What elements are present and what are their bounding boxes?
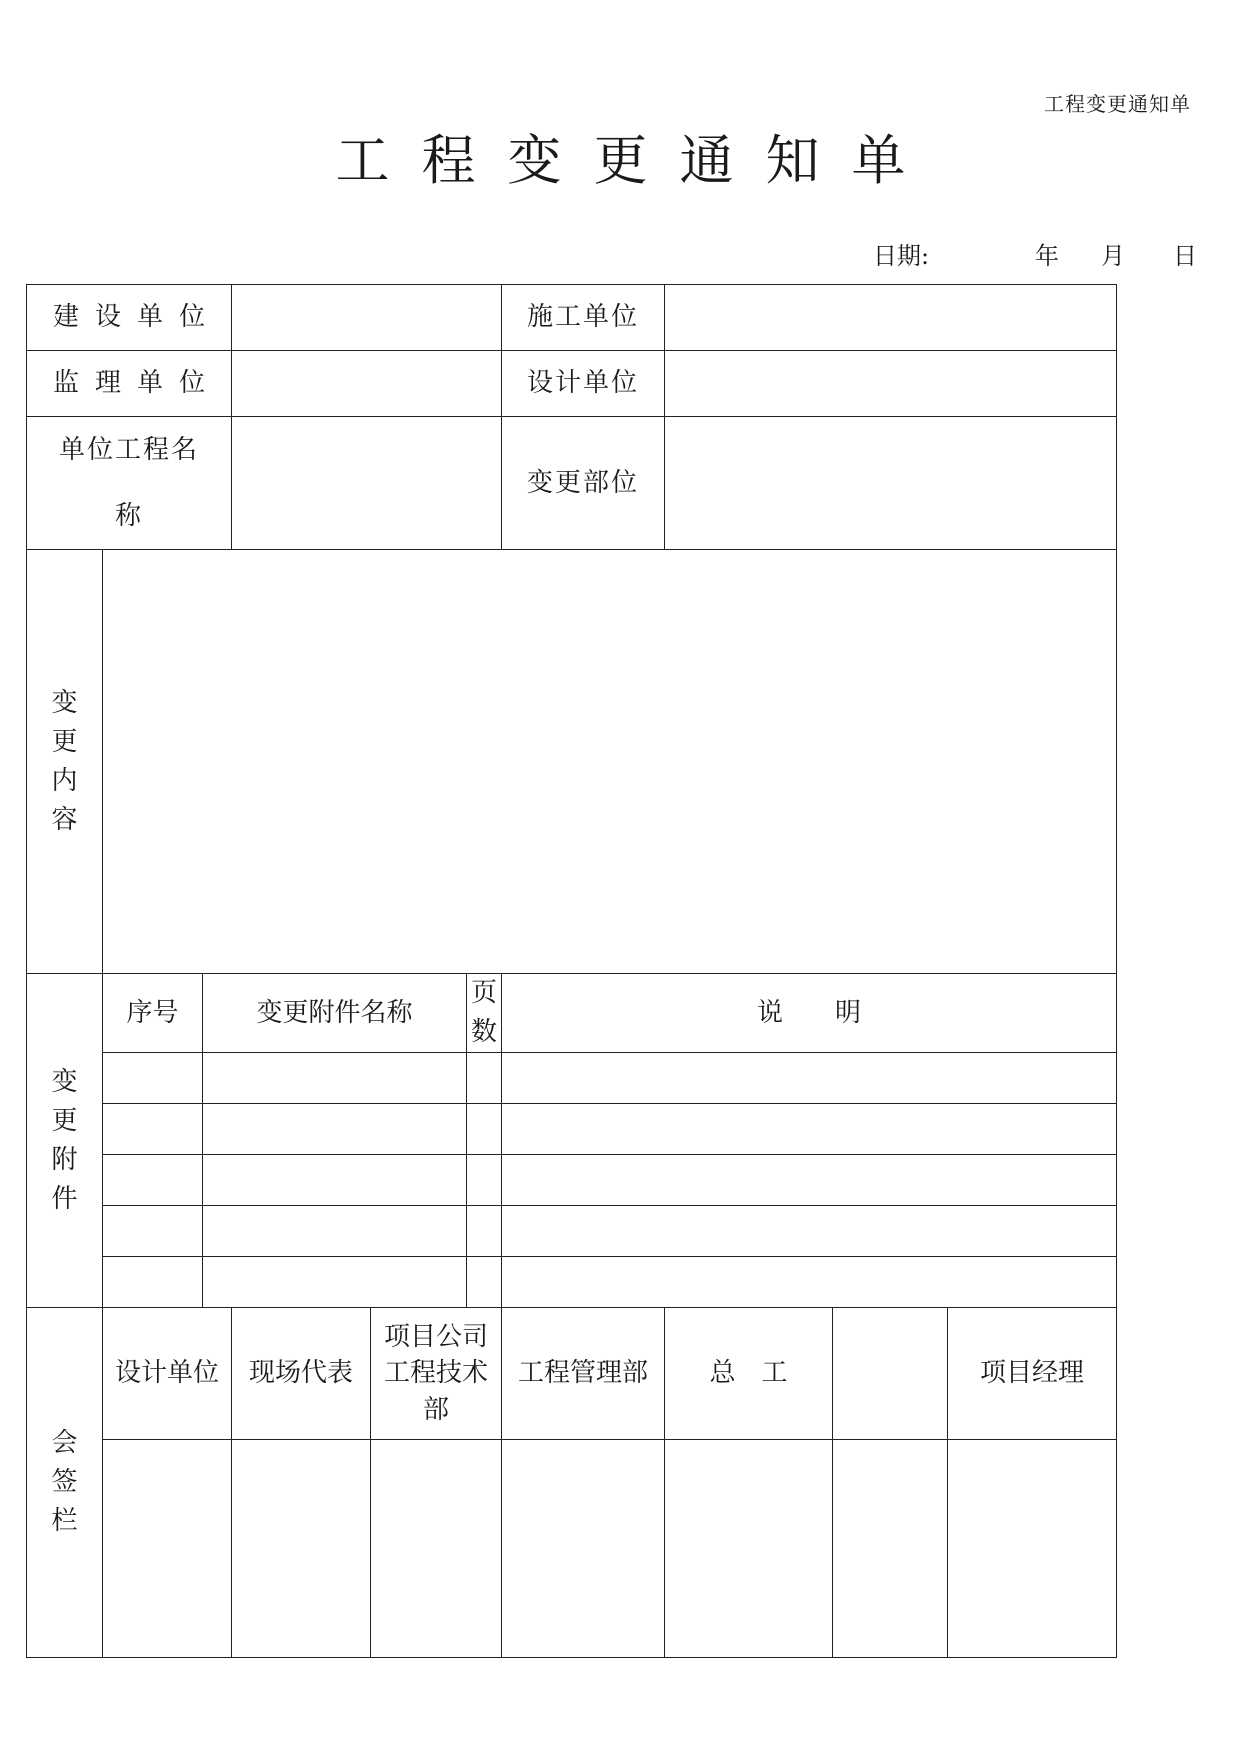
change-content-label-char: 容 (51, 804, 78, 835)
attachment-pages-cell[interactable] (467, 1053, 502, 1104)
attachment-notes-cell[interactable] (502, 1155, 1117, 1206)
signoff-blank-field[interactable] (833, 1440, 948, 1658)
contractor-label: 施工单位 (502, 285, 665, 351)
signoff-project-manager-field[interactable] (948, 1440, 1117, 1658)
supervisor-label: 监理单位 (27, 351, 232, 417)
attachment-index-cell[interactable] (103, 1053, 203, 1104)
attachments-label-char: 更 (51, 1105, 78, 1136)
owner-label: 建设单位 (27, 285, 232, 351)
signoff-header-pm-blank (833, 1308, 948, 1440)
attachment-notes-cell[interactable] (502, 1206, 1117, 1257)
attachments-label (27, 974, 103, 1308)
signoff-header-project-manager: 项目经理 (948, 1308, 1117, 1440)
contractor-field[interactable] (665, 285, 1117, 351)
attachment-index-cell[interactable] (103, 1257, 203, 1308)
signoff-chief-eng-field[interactable] (665, 1440, 833, 1658)
change-content-label (27, 550, 103, 974)
attachments-header-pages: 页数 (467, 974, 502, 1053)
attachments-label-char: 附 (51, 1144, 78, 1175)
signoff-tech-dept-field[interactable] (371, 1440, 502, 1658)
attachment-index-cell[interactable] (103, 1206, 203, 1257)
attachment-index-cell[interactable] (103, 1104, 203, 1155)
attachment-index-cell[interactable] (103, 1155, 203, 1206)
attachment-name-cell[interactable] (203, 1257, 467, 1308)
attachments-label-char: 件 (51, 1183, 78, 1214)
attachment-notes-cell[interactable] (502, 1257, 1117, 1308)
owner-field[interactable] (232, 285, 502, 351)
attachment-pages-cell[interactable] (467, 1104, 502, 1155)
attachment-pages-cell[interactable] (467, 1155, 502, 1206)
designer-field[interactable] (665, 351, 1117, 417)
change-location-label: 变更部位 (502, 417, 665, 550)
attachment-name-cell[interactable] (203, 1206, 467, 1257)
attachments-header-name: 变更附件名称 (203, 974, 467, 1053)
signoff-label (27, 1308, 103, 1658)
project-name-label-line1: 单位工程名 (58, 435, 199, 465)
attachment-pages-cell[interactable] (467, 1206, 502, 1257)
date-label: 日期: (873, 242, 930, 270)
attachments-label-char: 变 (51, 1066, 78, 1097)
attachment-name-cell[interactable] (203, 1104, 467, 1155)
signoff-header-tech-dept: 项目公司工程技术部 (371, 1308, 502, 1440)
document-header-note: 工程变更通知单 (1044, 92, 1191, 116)
attachments-header-index: 序号 (103, 974, 203, 1053)
page-title: 工程变更通知单 (335, 129, 938, 192)
signoff-header-designer: 设计单位 (103, 1308, 232, 1440)
date-year-label: 年 (1035, 242, 1059, 270)
signoff-label-char: 栏 (51, 1506, 78, 1536)
date-day-label: 日 (1173, 242, 1197, 270)
attachment-pages-cell[interactable] (467, 1257, 502, 1308)
signoff-designer-field[interactable] (103, 1440, 232, 1658)
attachment-name-cell[interactable] (203, 1155, 467, 1206)
supervisor-field[interactable] (232, 351, 502, 417)
change-content-label-char: 变 (51, 687, 78, 718)
signoff-label-char: 会 (51, 1428, 78, 1458)
attachments-header-notes: 说 明 (502, 974, 1117, 1053)
signoff-header-site-rep: 现场代表 (232, 1308, 371, 1440)
attachment-notes-cell[interactable] (502, 1104, 1117, 1155)
signoff-eng-mgmt-field[interactable] (502, 1440, 665, 1658)
project-name-label-line2: 称 (114, 501, 143, 531)
change-notice-form (26, 284, 1117, 1658)
project-name-field[interactable] (232, 417, 502, 550)
project-name-label (27, 417, 232, 550)
signoff-header-chief-eng: 总 工 (665, 1308, 833, 1440)
date-month-label: 月 (1101, 242, 1125, 270)
designer-label: 设计单位 (502, 351, 665, 417)
change-location-field[interactable] (665, 417, 1117, 550)
attachment-notes-cell[interactable] (502, 1053, 1117, 1104)
change-content-field[interactable] (103, 550, 1117, 974)
attachment-name-cell[interactable] (203, 1053, 467, 1104)
change-content-label-char: 内 (51, 765, 78, 796)
change-content-label-char: 更 (51, 726, 78, 757)
signoff-site-rep-field[interactable] (232, 1440, 371, 1658)
signoff-label-char: 签 (51, 1467, 78, 1497)
signoff-header-eng-mgmt: 工程管理部 (502, 1308, 665, 1440)
